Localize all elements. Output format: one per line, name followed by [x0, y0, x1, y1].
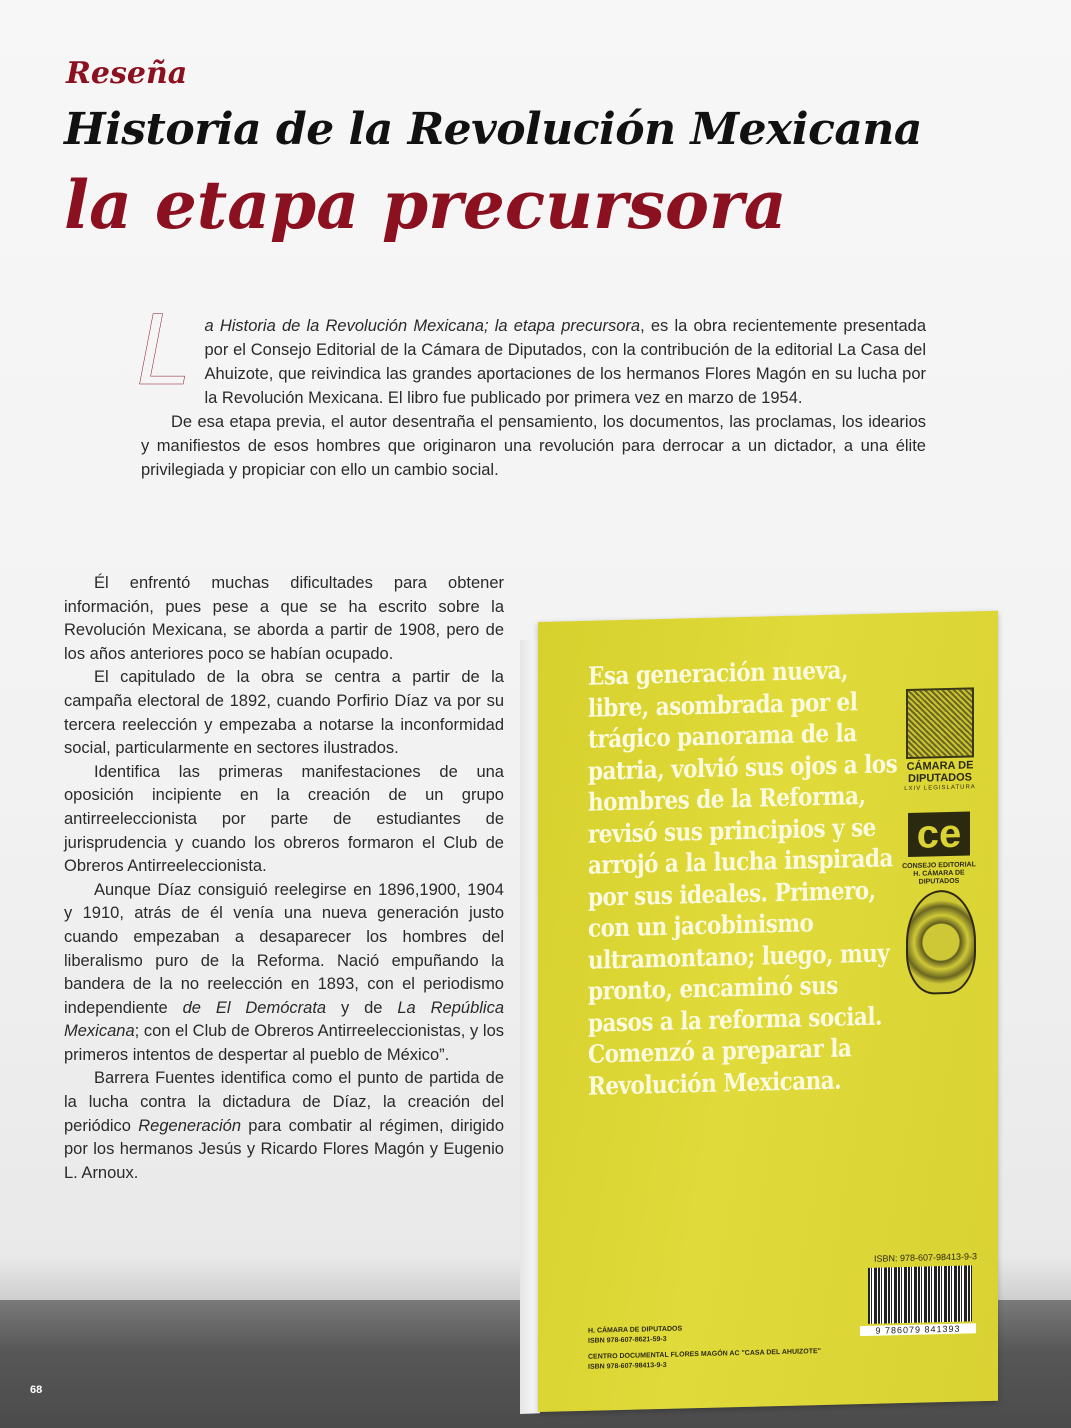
quote-line: libre, asombrada por el: [588, 686, 858, 723]
article-title: Historia de la Revolución Mexicana: [64, 104, 922, 155]
quote-line: Esa generación nueva,: [588, 655, 848, 691]
camara-legislatura: LXIV LEGISLATURA: [904, 784, 976, 793]
quote-line: con un jacobinismo: [588, 908, 814, 943]
italic-run: de El Demócrata: [182, 998, 327, 1017]
ahuizote-seal-icon: [906, 889, 976, 995]
quote-line: por sus ideales. Primero,: [588, 875, 876, 912]
page-number: 68: [30, 1384, 43, 1396]
imprint-text: [588, 1321, 821, 1373]
intro-text: [137, 295, 926, 482]
text-run: Aunque Díaz consiguió reelegirse en 1896,1900, 1904 y 1910, atrás de él venía una nueva generación justo cuando empezaban a desaparecer los hombres del liberalismo puro de la Reforma. Nació empuñando la bandera de la no reelección en 1893, con el periodismo independiente: [64, 880, 504, 1017]
quote-line: ultramontano; luego, muy: [588, 937, 890, 975]
text-run: Barrera Fuentes identifica como el punto de partida de la lucha contra la dictadura de Díaz, la creación del periódico: [64, 1069, 504, 1135]
quote-line: pronto, encaminó sus: [588, 970, 838, 1006]
intro-text-run: , es la obra recientemente presentada por el Consejo Editorial de la Cámara de Diputados, con la contribución de la editorial La Casa del Ahuizote, que reivindica las grandes aportaciones de los hermanos Flores Magón en su lucha por la Revolución Mexicana. El libro fue publicado por primera vez en marzo de 1954.: [204, 317, 926, 407]
body-column: [64, 572, 504, 1185]
cover-quote: [588, 654, 898, 1101]
book-spine: [520, 639, 540, 1414]
body-paragraph-4: [64, 879, 504, 1068]
imprint-line: ISBN 978-607-98413-9-3: [588, 1361, 667, 1371]
body-paragraph-5: [64, 1067, 504, 1185]
quote-line: Revolución Mexicana.: [588, 1065, 842, 1101]
article-subtitle: la etapa precursora: [64, 166, 787, 244]
drop-cap: L: [137, 295, 191, 407]
camara-logo-text: CÁMARA DE DIPUTADOS: [906, 759, 974, 785]
quote-line: arrojó a la lucha inspirada: [588, 843, 893, 880]
book-back-cover: [538, 611, 998, 1412]
barcode-icon: [868, 1265, 972, 1324]
quote-line: Comenzó a preparar la: [588, 1033, 852, 1069]
imprint-line: H. CÁMARA DE DIPUTADOS: [588, 1325, 683, 1335]
intro-paragraph-2: De esa etapa previa, el autor desentraña el pensamiento, los documentos, las proclamas, los idearios y manifiestos de esos hombres que originaron una revolución para derrocar a un dictador, a una élite privilegiada y propiciar con ello un cambio social.: [141, 413, 926, 479]
text-run: para combatir al régimen, dirigido por los hermanos Jesús y Ricardo Flores Magón y Eugenio L. Arnoux.: [64, 1116, 505, 1182]
italic-run: Regeneración: [138, 1116, 242, 1135]
text-run: y de: [326, 998, 398, 1017]
quote-line: patria, volvió sus ojos a los: [588, 748, 898, 786]
quote-line: trágico panorama de la: [588, 718, 857, 754]
isbn-label: ISBN: 978-607-98413-9-3: [874, 1251, 978, 1264]
body-paragraph-3: Identifica las primeras manifestaciones de una oposición incipiente en la creación de un grupo antirreeleccionista por parte de estudiantes de jurisprudencia y cuando los obreros formaron el Club de Obreros Antirreeleccionista.: [64, 762, 504, 876]
imprint-line: CENTRO DOCUMENTAL FLORES MAGÓN AC "CASA DEL AHUIZOTE": [588, 1348, 821, 1361]
imprint-line: ISBN 978-607-8621-59-3: [588, 1335, 667, 1345]
quote-line: hombres de la Reforma,: [588, 780, 866, 817]
consejo-editorial-text: CONSEJO EDITORIAL H. CÁMARA DE DIPUTADOS: [902, 861, 976, 886]
camara-seal-icon: [906, 687, 974, 759]
italic-run: La República Mexicana: [64, 998, 505, 1041]
quote-line: revisó sus principios y se: [588, 812, 876, 849]
barcode-number: 9 786079 841393: [860, 1323, 976, 1336]
book-title-italic: a Historia de la Revolución Mexicana; la etapa precursora: [204, 317, 641, 335]
quote-line: pasos a la reforma social.: [588, 1001, 882, 1038]
body-paragraph-1: Él enfrentó muchas dificultades para obtener información, pues pese a que se ha escrito sobre la Revolución Mexicana, se aborda a partir de 1908, pero de los años anteriores poco se habían ocupado.: [64, 574, 504, 663]
consejo-editorial-logo: ce: [908, 811, 970, 857]
body-paragraph-2: El capitulado de la obra se centra a partir de la campaña electoral de 1892, cuando Porfirio Díaz va por su tercera reelección y empezaba a notarse la inconformidad social, particularmente en sectores ilustrados.: [64, 668, 504, 758]
intro-paragraph-1: [137, 295, 926, 410]
text-run: ; con el Club de Obreros Antirreeleccionistas, y los primeros intentos de despertar al pueblo de México”.: [64, 1022, 504, 1064]
section-kicker: Reseña: [66, 56, 188, 91]
